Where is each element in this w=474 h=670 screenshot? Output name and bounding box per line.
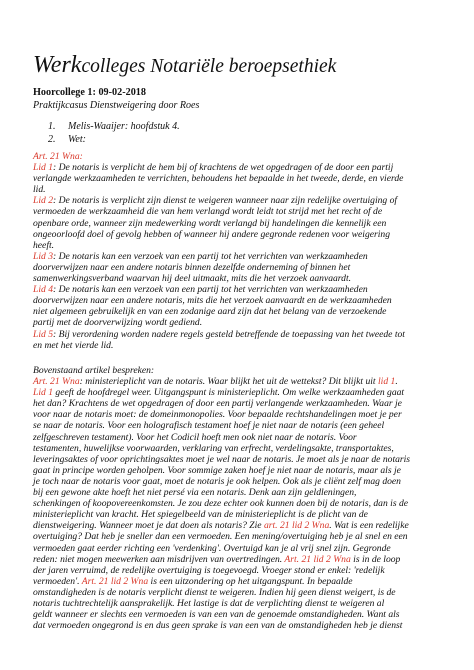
text-segment: Bovenstaand artikel bespreken: [33,365,155,376]
law-line [33,251,446,262]
discussion-line [33,509,446,520]
article-reference: Lid 1 [33,387,53,399]
discussion-line [33,487,446,498]
article-reference: Lid 4 [33,284,53,296]
text-segment: lid. [33,184,46,196]
law-text-block [33,151,446,351]
text-segment: doorverwijzen naar een andere notaris, mits die het verzoek aanvaardt en de werkzaamheden [33,295,392,307]
text-segment: dienstweigering. Wanneer moet je dat doen als notaris? Zie [33,520,264,532]
text-segment: . Wat is een redelijke [329,520,409,532]
list-number: 1. [48,121,56,132]
text-segment: : De notaris is verplicht zijn dienst te weigeren wanneer naar zijn redelijke overtuiging of [53,195,398,207]
law-line [33,295,446,306]
text-segment: doorverwijzen naar een andere notaris binnen dezelfde onderneming of binnen het [33,261,351,273]
list-text: Melis-Waaijer: hoofdstuk 4. [68,121,180,132]
list-item [48,121,180,134]
title-part-large: Werk [33,52,82,78]
law-line [33,229,446,240]
law-line [33,317,446,328]
discussion-line [33,387,446,398]
text-segment: en met het vierde lid. [33,339,114,351]
text-segment: partij met de doorverwijzing wordt gediend. [33,317,203,329]
discussion-line [33,432,446,443]
article-reference: Art. 21 lid 2 Wna [81,575,149,587]
text-segment: reden: niet mogen meewerken aan misdrijven van overtredingen. [33,553,285,565]
law-line [33,329,446,340]
discussion-line [33,365,446,376]
law-line [33,206,446,217]
text-segment: : De notaris is verplicht de hem bij of krachtens de wet opgedragen of de door een partij [53,162,394,174]
article-reference: Lid 5 [33,328,53,340]
law-line [33,173,446,184]
article-reference: Art. 21 Wna [33,376,80,388]
case-subtitle: Praktijkcasus Dienstweigering door Roes [33,100,200,111]
text-segment: ministerieplicht van kracht. Het spiegelbeeld van de ministerieplicht is de plicht van de [33,509,368,521]
text-segment: is in de loop [350,553,401,565]
text-segment: vermoeden de werkzaamheid die van hem verlangd wordt leidt tot strijd met het recht of de [33,206,383,218]
text-segment: vermoeden'. [33,575,82,587]
law-line [33,340,446,351]
text-segment: verlangde werkzaamheden te verrichten, behoudens het bepaalde in het tweede, derde, en vierde [33,173,404,185]
text-segment: der jaren verruimd, de redelijke overtuiging is toegevoegd. Vroeger stond er enkel: 'redelijk [33,564,385,576]
article-reference: Lid 1 [33,162,53,174]
discussion-line [33,398,446,409]
text-segment: samenwerkingsverband waarvan hij deel uitmaakt, mits die het verzoek aanvaardt. [33,273,352,285]
text-segment: openbare orde, wanneer zijn medewerking wordt verlangd bij handelingen die kennelijk een [33,217,387,229]
discussion-line [33,543,446,554]
text-segment: het dan? Krachtens de wet opgedragen of door een partij verlangende werkzaamheden. Waar je [33,398,402,410]
text-segment: is een uitzondering op het uitgangspunt. In bepaalde [148,575,353,587]
discussion-line [33,554,446,565]
text-segment: testamenten, huwelijkse voorwaarden, verklaring van erfrecht, verdelingsakte, transportaktes, [33,442,394,454]
article-reference: Lid 2 [33,195,53,207]
reading-list [48,121,180,146]
list-number: 2. [48,133,56,145]
document-title [33,52,336,79]
text-segment: vermoeden gaat eerder richting een 'verdenking'. Overtuigd kan je al vrij snel zijn. Gegronde [33,542,391,554]
text-segment: : Bij verordening worden nadere regels gesteld betreffende de toepassing van het tweede tot [53,328,405,340]
discussion-line [33,587,446,598]
hoorcollege-heading: Hoorcollege 1: 09-02-2018 [33,87,146,98]
text-segment: voor naar de notaris moet: de domeinmonopolies. Voor bepaalde rechtshandelingen moet je per [33,409,402,421]
title-part-small: colleges Notariële beroepsethiek [81,56,337,77]
law-line [33,162,446,173]
discussion-lines [33,365,446,631]
law-line [33,218,446,229]
text-segment: : De notaris kan een verzoek van een partij tot het verrichten van werkzaamheden [53,284,368,296]
discussion-block [33,365,446,631]
text-segment: . [395,376,398,388]
discussion-line [33,520,446,531]
discussion-line [33,420,446,431]
article-reference: Lid 3 [33,250,53,262]
law-lines [33,162,446,351]
article-reference: art. 21 lid 2 Wna [263,520,330,532]
text-segment: : De notaris kan een verzoek van een partij tot het verrichten van werkzaamheden [53,250,368,262]
text-segment: je toch naar de notaris voor gaat, moet de notaris je ook helpen. Ook als je cliënt zelf mag doen [33,475,401,487]
list-item [48,134,180,147]
text-segment: overtuiging? Dat heb je sneller dan een vermoeden. Een mening/overtuiging heb je al snel en een [33,531,408,543]
article-reference: Art. 21 lid 2 Wna [284,553,351,565]
discussion-line [33,409,446,420]
law-line [33,306,446,317]
text-segment: gaat in principe worden geholpen. Voor sommige zaken hoef je niet naar de notaris, maar als je [33,464,401,476]
law-line [33,240,446,251]
article-reference: lid 1 [378,376,396,388]
discussion-line [33,465,446,476]
discussion-line [33,531,446,542]
text-segment: geldt wanneer er slechts een vermoeden is van een van de genoemde omstandigheden. Want als [33,609,400,621]
text-segment: ongeoorloofd doel of gevolg hebben of wanneer hij andere gegronde redenen voor weigering [33,228,391,240]
discussion-line [33,620,446,631]
discussion-line [33,576,446,587]
text-segment: notaris tuchtrechtelijk aansprakelijk. Het lastige is dat de verplichting dienst te weigeren al [33,597,385,609]
text-segment: heeft. [33,239,55,251]
text-segment: bij een gewone akte hoeft het niet persé via een notaris. Denk aan zijn geldleningen, [33,487,357,499]
discussion-line [33,598,446,609]
law-line [33,262,446,273]
law-heading: Art. 21 Wna: [33,151,83,162]
discussion-line [33,454,446,465]
text-segment: se naar de notaris. Voor een holografisch testament hoef je niet naar de notaris (een geheel [33,420,385,432]
text-segment: geeft de hoofdregel weer. Uitgangspunt is ministerieplicht. Om welke werkzaamheden gaat [53,387,405,399]
text-segment: schenkingen of koopovereenkomsten. Je zou deze echter ook kunnen doen bij de notaris, dan is de [33,498,409,510]
law-line [33,273,446,284]
text-segment: leveringsaktes of voor oprichtingsaktes moet je wel naar de notaris. Je moet als je naar de notaris [33,453,411,465]
law-line [33,284,446,295]
discussion-line [33,498,446,509]
discussion-line [33,443,446,454]
list-text: Wet: [68,133,86,145]
text-segment: dat vermoeden ongegrond is en dus geen sprake is van een van de omstandigheden heb je dienst [33,620,403,632]
discussion-line [33,565,446,576]
discussion-line [33,476,446,487]
text-segment: : ministerieplicht van de notaris. Waar blijkt het uit de wettekst? Dit blijkt uit [79,376,378,388]
law-line [33,195,446,206]
text-segment: zelfgeschreven testament). Voor het Codicil hoeft men ook niet naar de notaris. Voor [33,431,357,443]
law-line [33,184,446,195]
discussion-line [33,609,446,620]
discussion-line [33,376,446,387]
text-segment: niet algemeen gebruikelijk en van een zodanige aard zijn dat het belang van de verzoekende [33,306,387,318]
text-segment: omstandigheden is de notaris verplicht dienst te weigeren. Indien hij geen dienst weigert, is de [33,586,396,598]
